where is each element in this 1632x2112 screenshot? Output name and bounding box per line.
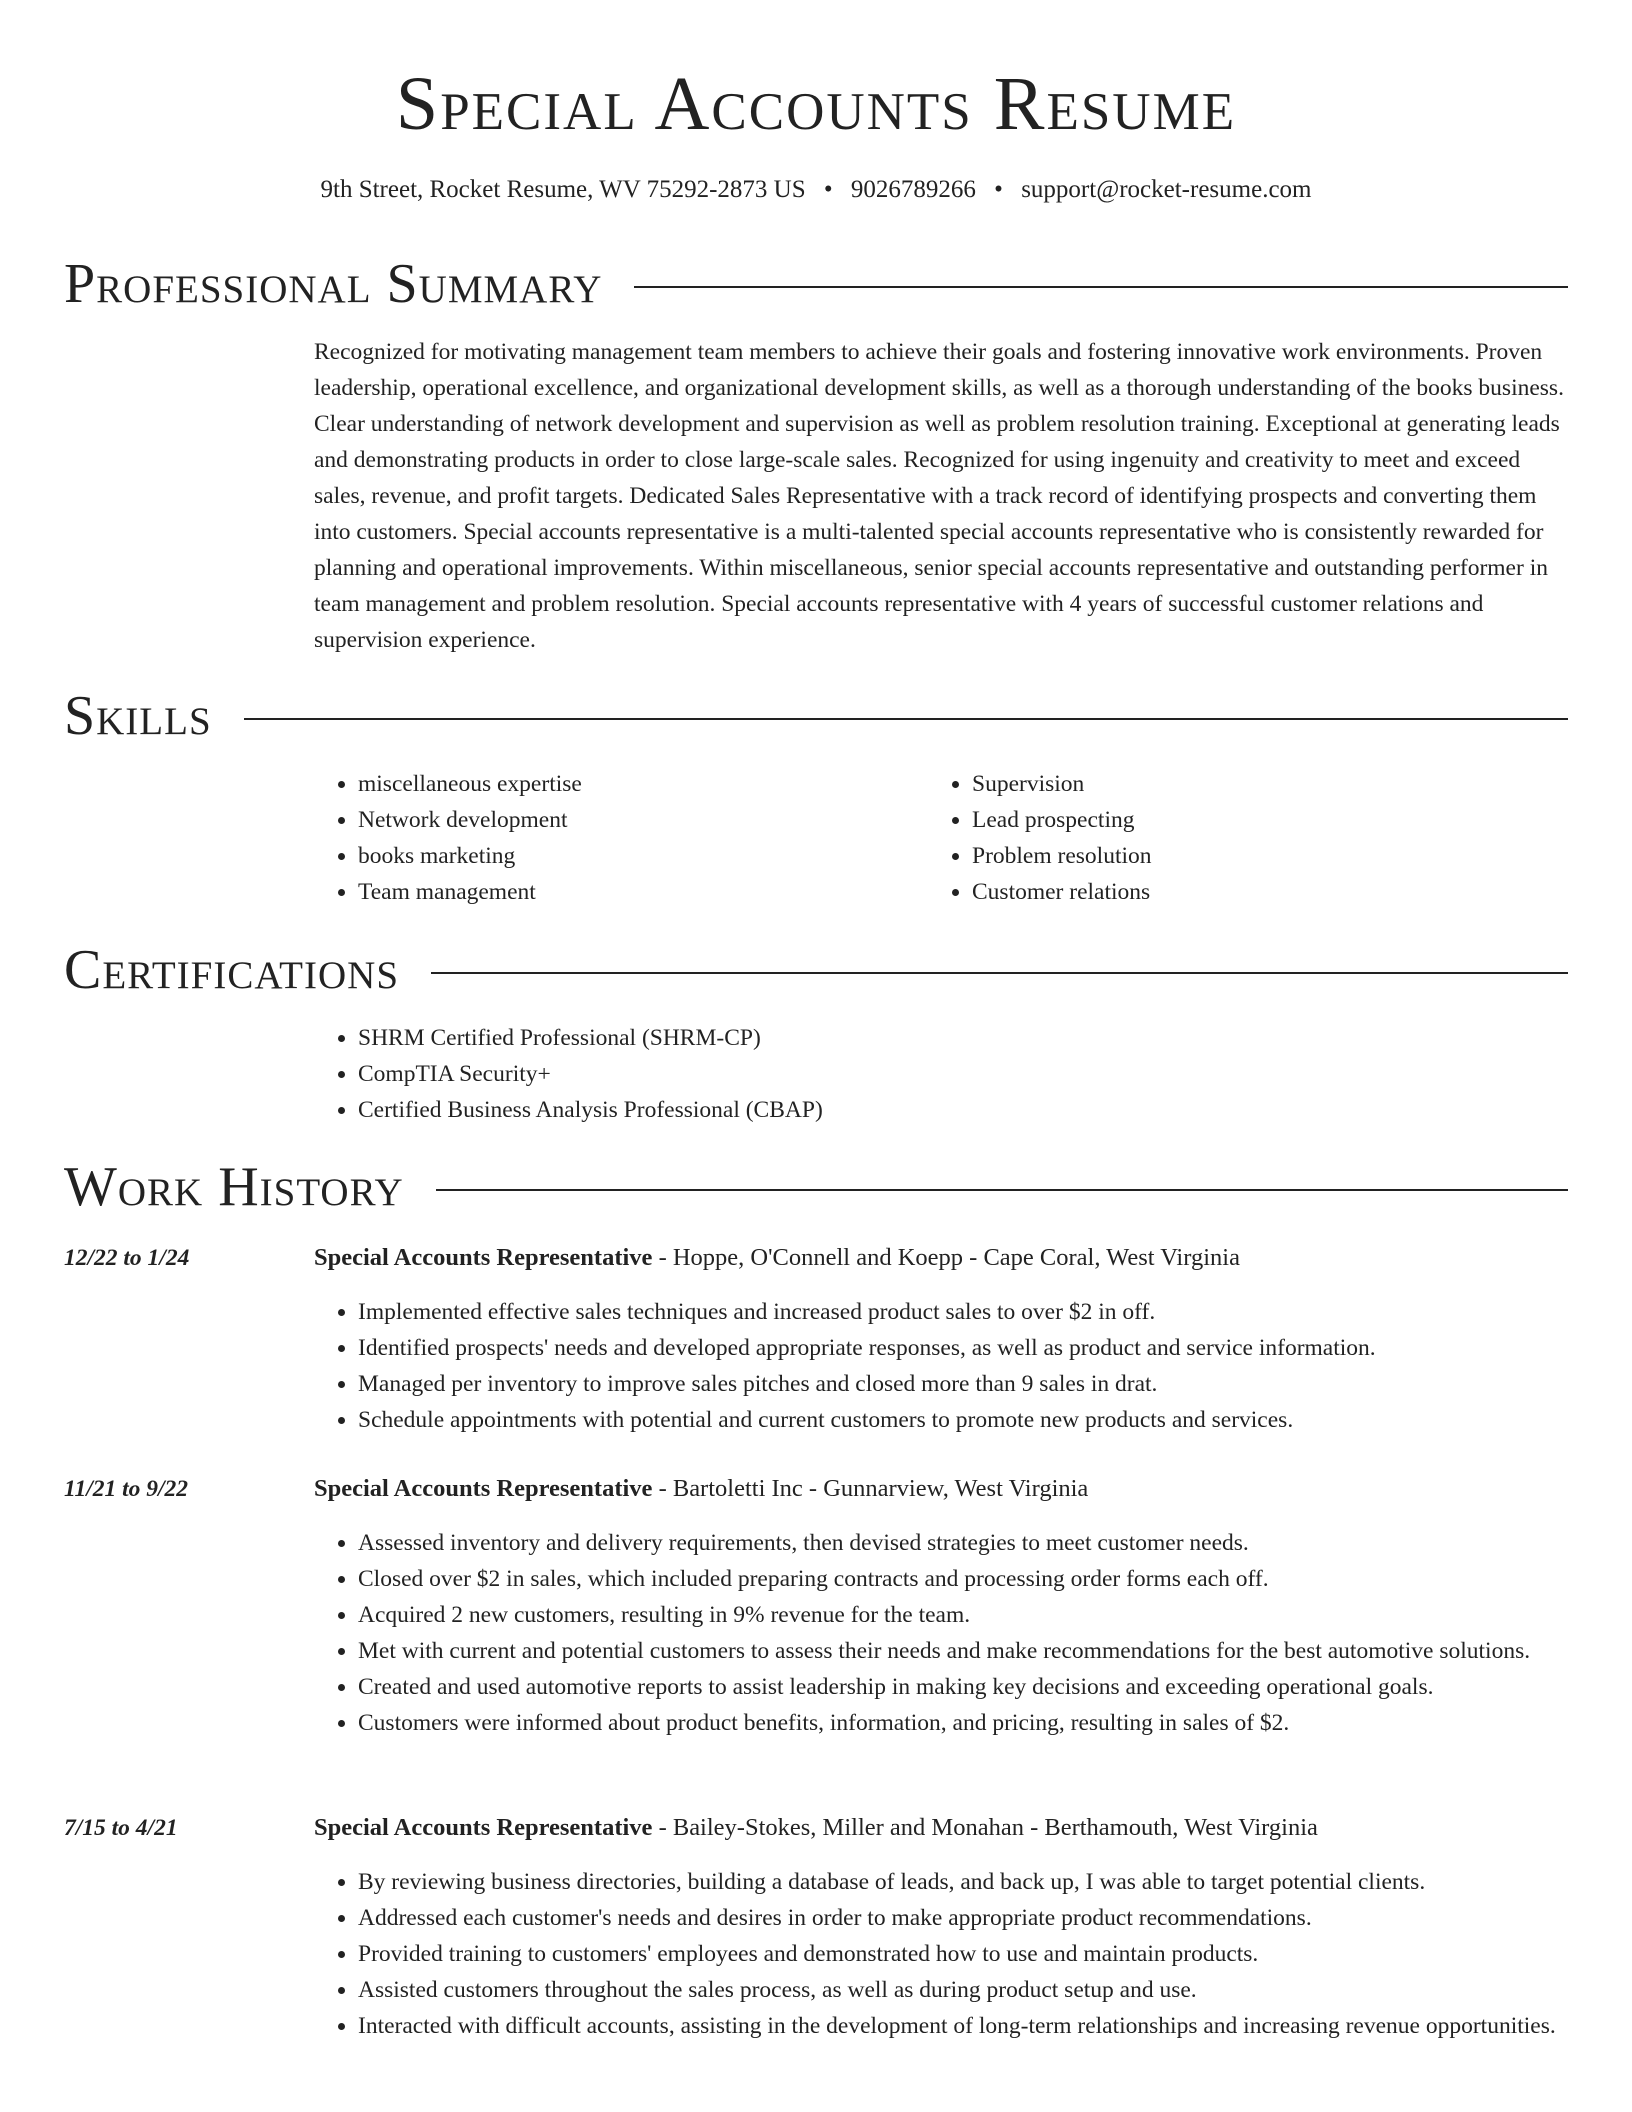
job-duties bbox=[314, 1294, 1568, 1438]
summary-heading: Professional Summary bbox=[64, 253, 603, 315]
job-employer: - Bailey-Stokes, Miller and Monahan - Berthamouth, West Virginia bbox=[652, 1814, 1318, 1841]
job-title-line bbox=[314, 1240, 1240, 1276]
job-title: Special Accounts Representative bbox=[314, 1814, 653, 1841]
contact-email: support@rocket-resume.com bbox=[1021, 176, 1312, 203]
list-item: • Supervision bbox=[972, 766, 1508, 802]
job-title-line bbox=[314, 1471, 1088, 1507]
list-item: • Customers were informed about product benefits, information, and pricing, resulting in sales of $2. bbox=[358, 1705, 1568, 1741]
list-item: • Lead prospecting bbox=[972, 802, 1508, 838]
list-item: • Implemented effective sales techniques and increased product sales to over $2 in off. bbox=[358, 1294, 1568, 1330]
work-heading: Work History bbox=[64, 1156, 404, 1218]
job-title: Special Accounts Representative bbox=[314, 1244, 653, 1271]
list-item: • Network development bbox=[358, 802, 894, 838]
job-employer: - Bartoletti Inc - Gunnarview, West Virginia bbox=[652, 1475, 1089, 1502]
skills-right-column bbox=[928, 766, 1508, 910]
section-divider bbox=[244, 718, 1568, 720]
list-item: • Assessed inventory and delivery requirements, then devised strategies to meet customer needs. bbox=[358, 1525, 1568, 1561]
job-dates: 12/22 to 1/24 bbox=[64, 1245, 190, 1271]
summary-text: Recognized for motivating management team members to achieve their goals and fostering innovative work environments. Proven leadership, operational excellence, and organizational development skills, as well as a thorough understanding of the books business. Clear understanding of network development and supervision as well as problem resolution training. Exceptional at generating leads and demonstrating products in order to close large-scale sales. Recognized for using ingenuity and creativity to meet and exceed sales, revenue, and profit targets. Dedicated Sales Representative with a track record of identifying prospects and converting them into customers. Special accounts representative is a multi-talented special accounts representative who is consistently rewarded for planning and operational improvements. Within miscellaneous, senior special accounts representative and outstanding performer in team management and problem resolution. Special accounts representative with 4 years of successful customer relations and supervision experience. bbox=[314, 339, 1564, 653]
contact-separator: • bbox=[823, 176, 833, 203]
certifications-section-header bbox=[64, 938, 1568, 1002]
job-duties bbox=[314, 1864, 1568, 2044]
list-item: • Customer relations bbox=[972, 874, 1508, 910]
job-duties bbox=[314, 1525, 1568, 1741]
list-item: • books marketing bbox=[358, 838, 894, 874]
section-divider bbox=[634, 286, 1568, 288]
job-title: Special Accounts Representative bbox=[314, 1475, 653, 1502]
list-item: • Managed per inventory to improve sales pitches and closed more than 9 sales in drat. bbox=[358, 1366, 1568, 1402]
job-dates: 11/21 to 9/22 bbox=[64, 1476, 189, 1502]
certifications-list bbox=[314, 1020, 1568, 1128]
skills-heading: Skills bbox=[64, 685, 212, 747]
contact-phone: 9026789266 bbox=[850, 176, 976, 203]
duties-list bbox=[314, 1294, 1568, 1438]
skills-list bbox=[928, 766, 1508, 910]
section-divider bbox=[431, 972, 1568, 974]
job-employer: - Hoppe, O'Connell and Koepp - Cape Coral, West Virginia bbox=[652, 1244, 1240, 1271]
duties-list bbox=[314, 1525, 1568, 1741]
list-item: • Created and used automotive reports to assist leadership in making key decisions and exceeding operational goals. bbox=[358, 1669, 1568, 1705]
list-item: • Interacted with difficult accounts, assisting in the development of long-term relationships and increasing revenue opportunities. bbox=[358, 2008, 1568, 2044]
list-item: • CompTIA Security+ bbox=[358, 1056, 1568, 1092]
resume-title: Special Accounts Resume bbox=[395, 62, 1237, 146]
list-item: • miscellaneous expertise bbox=[358, 766, 894, 802]
list-item: • Problem resolution bbox=[972, 838, 1508, 874]
skills-section-header bbox=[64, 684, 1568, 748]
list-item: • SHRM Certified Professional (SHRM-CP) bbox=[358, 1020, 1568, 1056]
certifications-block bbox=[314, 1020, 1568, 1128]
job-dates: 7/15 to 4/21 bbox=[64, 1815, 178, 1841]
list-item: • By reviewing business directories, building a database of leads, and back up, I was able to target potential clients. bbox=[358, 1864, 1568, 1900]
skills-left-column bbox=[314, 766, 894, 910]
list-item: • Identified prospects' needs and developed appropriate responses, as well as product and service information. bbox=[358, 1330, 1568, 1366]
section-divider bbox=[436, 1189, 1568, 1191]
contact-line bbox=[0, 172, 1632, 208]
contact-separator: • bbox=[994, 176, 1003, 203]
duties-list bbox=[314, 1864, 1568, 2044]
work-section-header bbox=[64, 1155, 1568, 1219]
job-title-line bbox=[314, 1810, 1318, 1846]
certifications-heading: Certifications bbox=[64, 939, 400, 1001]
list-item: • Closed over $2 in sales, which included preparing contracts and processing order forms each off. bbox=[358, 1561, 1568, 1597]
list-item: • Assisted customers throughout the sales process, as well as during product setup and use. bbox=[358, 1972, 1568, 2008]
list-item: • Schedule appointments with potential and current customers to promote new products and services. bbox=[358, 1402, 1568, 1438]
summary-section-header bbox=[64, 252, 1568, 316]
list-item: • Met with current and potential customers to assess their needs and make recommendations for the best automotive solutions. bbox=[358, 1633, 1568, 1669]
list-item: • Addressed each customer's needs and desires in order to make appropriate product recommendations. bbox=[358, 1900, 1568, 1936]
list-item: • Provided training to customers' employees and demonstrated how to use and maintain products. bbox=[358, 1936, 1568, 1972]
list-item: • Team management bbox=[358, 874, 894, 910]
skills-list bbox=[314, 766, 894, 910]
list-item: • Acquired 2 new customers, resulting in 9% revenue for the team. bbox=[358, 1597, 1568, 1633]
contact-address: 9th Street, Rocket Resume, WV 75292-2873 US bbox=[320, 176, 806, 203]
list-item: • Certified Business Analysis Professional (CBAP) bbox=[358, 1092, 1568, 1128]
